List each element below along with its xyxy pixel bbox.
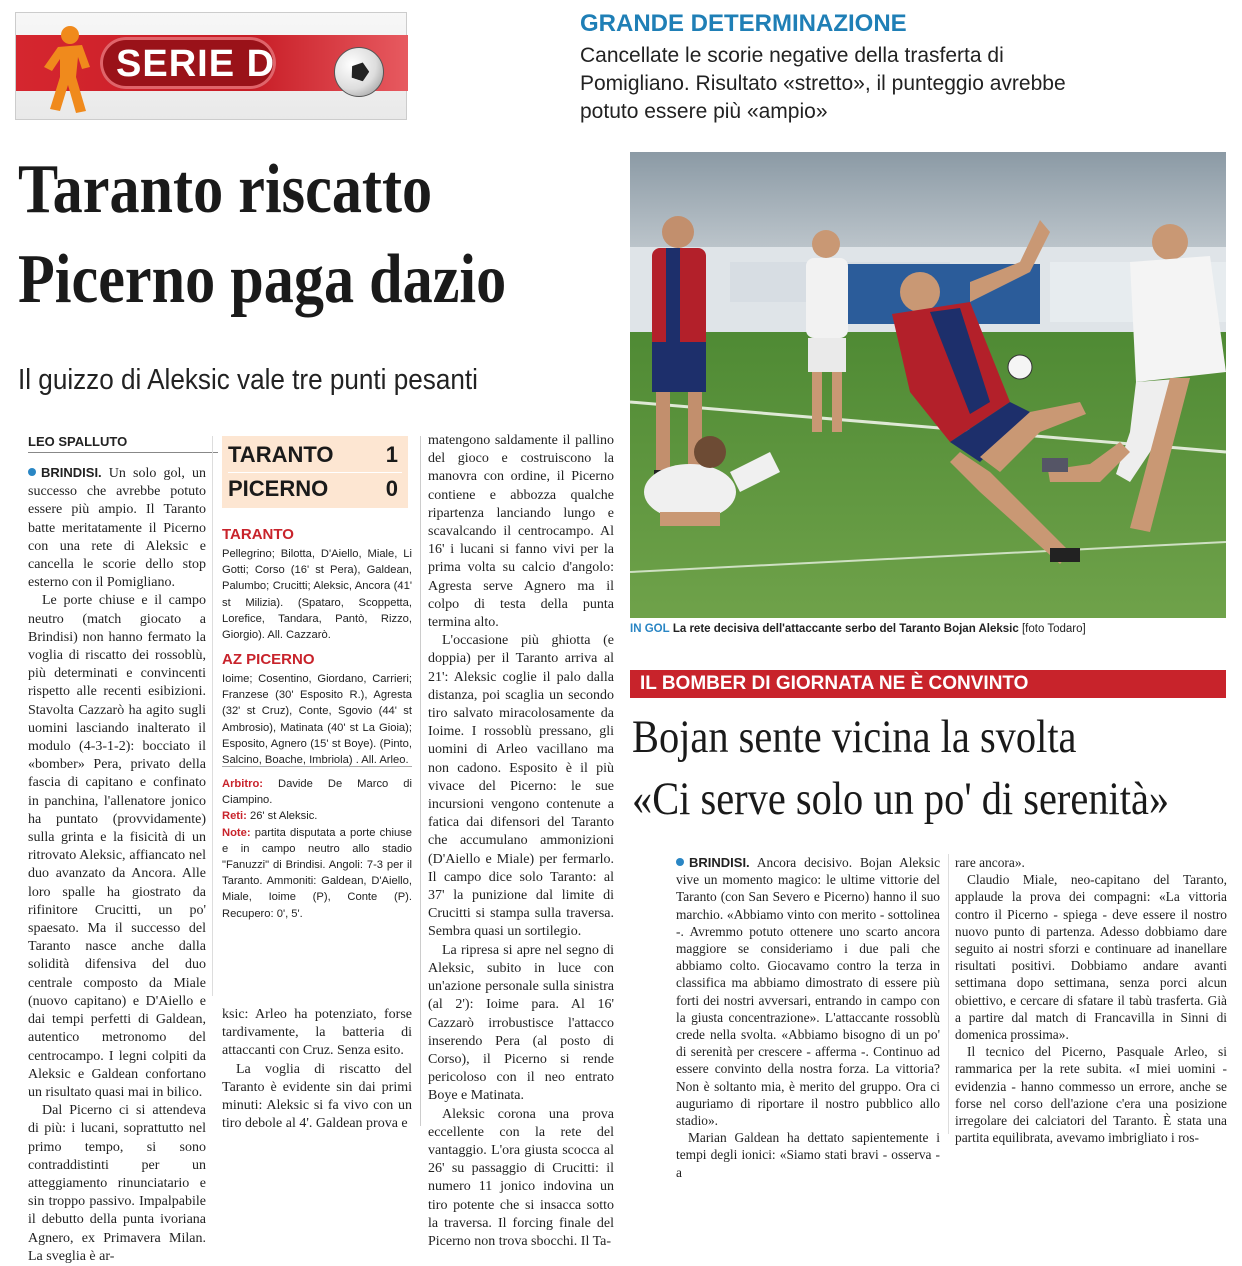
- paragraph-text: Ancora decisivo. Bojan Aleksic vive un momento magico: le ultime vittorie del Taranto (con San Severo e Picerno) hanno il suo marchio. «Abbiamo vinto con merito - sottolinea -. Avremmo potuto ottenere uno scarto ancora maggiore se consideriamo i due pali che abbiamo colto. Giocavamo contro la terza in classifica ma abbiamo dimostrato di essere più forti dei nostri avversari, entrando in campo con la giusta concentrazione». L'attaccante rossoblù crede nella svolta. «Abbiamo bisogno di un po' di serenità per crescere - afferma -. Continuo ad essere convinto della nostra forza. La vittoria? Non è soltanto mia, è merito del gruppo. Ora ci auguriamo di riportare il nostro pubblico allo stadio».: [676, 855, 941, 1129]
- football-player-icon: [38, 21, 98, 117]
- article-paragraph: [676, 854, 940, 1129]
- column-divider: [948, 854, 949, 1134]
- article-paragraph: La ripresa si apre nel segno di Aleksic, subito in luce con un'azione personale sulla sinistra (al 2'): Ioime para. Al 16' Cazzarò irrobustisce l'attacco inserendo Pera (al posto di Corso), il Picerno si rende pericoloso con il neo entrato Boye e Matinata.: [428, 942, 614, 1104]
- article-paragraph: Marian Galdean ha dettato sapientemente i tempi degli ionici: «Siamo stati bravi - osserva - a: [676, 1130, 940, 1180]
- paragraph-text: Un solo gol, un successo che avrebbe potuto essere più ampio. Il Taranto batte meritatamente il Picerno con una rete di Aleksic e cancella le scorie dello stop esterno con il Pomigliano.: [28, 466, 206, 591]
- goals-line: [222, 808, 412, 824]
- kicker-title: GRANDE DETERMINAZIONE: [580, 10, 907, 37]
- dateline: BRINDISI.: [689, 855, 750, 870]
- section-badge: [15, 12, 407, 120]
- match-photo-illustration: [630, 152, 1226, 618]
- byline-rule: [28, 452, 218, 453]
- notes-value: partita disputata a porte chiuse e in campo neutro allo stadio "Fanuzzi" di Brindisi. Angoli: 7-3 per il Taranto. Ammoniti: Galdean, D'Aiello, Miale, Ioime (P), Conte (P). Recupero: 0', 5'.: [222, 826, 412, 920]
- article-paragraph: La voglia di riscatto del Taranto è evidente sin dai primi minuti: Aleksic si fa vivo con un tiro debole al 4'. Galdean prova e: [222, 1061, 412, 1132]
- headline-subtitle: Il guizzo di Aleksic vale tre punti pesanti: [18, 364, 478, 396]
- referee-line: [222, 776, 412, 808]
- section-label: SERIE D: [116, 43, 276, 85]
- score-row-home: [228, 442, 404, 468]
- column-divider: [212, 436, 213, 996]
- lineup-rule: [222, 766, 412, 767]
- article2-column-1: [676, 854, 940, 1181]
- article-paragraph: ksic: Arleo ha potenziato, forse tardivamente, la batteria di attaccanti con Cruz. Senza esito.: [222, 1007, 412, 1059]
- match-info: [222, 776, 412, 922]
- column-divider: [420, 436, 421, 1126]
- badge-pill: [100, 37, 276, 89]
- article2-headline-1: Bojan sente vicina la svolta: [632, 711, 1077, 763]
- lineup-away-title: AZ PICERNO: [222, 651, 315, 668]
- article-column-1: [28, 464, 206, 1266]
- article-paragraph: L'occasione più ghiotta (e doppia) per il Taranto arriva al 21': Aleksic coglie il palo dalla distanza, poi scaglia un secondo tiro salvato miracolosamente da Ioime. I rossoblù pressano, gli uomini di Arleo vacillano ma non cadono. Esposito è il più vivace del Picerno: le sue incursioni vengono contenute a fatica dai difensori del Taranto che accumulano ammonizioni (D'Aiello e Miale) per fermarlo. Il campo dice solo Taranto: al 37' la punizione dal limite di Crucitti si stampa sulla traversa. Sembra quasi un sortilegio.: [428, 633, 614, 940]
- caption-label: IN GOL: [630, 623, 670, 635]
- article-column-3: [428, 432, 614, 1251]
- headline-line-1: Taranto riscatto: [18, 151, 433, 228]
- lineup-away: Ioime; Cosentino, Giordano, Carrieri; Franzese (30' Esposito R.), Agresta (32' st Cruz), Conte, Sgovio (44' st Ambrosio), Matinata (40' st La Gioia); Esposito, Agnero (15' st Boye). (Pinto, Salcino, Boache, Imbriola) . All. Arleo.: [222, 673, 412, 767]
- goals-value: 26' st Aleksic.: [249, 810, 318, 823]
- dateline: BRINDISI.: [41, 465, 102, 480]
- bullet-icon: [676, 858, 684, 866]
- notes-label: Note:: [222, 826, 251, 839]
- home-team: TARANTO: [228, 442, 334, 467]
- article-paragraph: matengono saldamente il pallino del gioco e costruiscono la manovra con ordine, il Picerno contiene e abbozza qualche ripartenza lanciando lungo e scavalcando il centrocampo. Al 16' i lucani si fanno vivi per la prima volta su calcio d'angolo: Agresta serve Agnero ma il colpo di testa della punta termina alto.: [428, 433, 614, 631]
- lineup-home-title: TARANTO: [222, 526, 294, 543]
- score-row-away: [228, 476, 404, 502]
- article-paragraph: rare ancora».: [955, 855, 1025, 870]
- photo-credit: [foto Todaro]: [1021, 623, 1086, 635]
- article2-kicker-bar: [630, 670, 1226, 698]
- article-paragraph: Il tecnico del Picerno, Pasquale Arleo, si rammarica per la rete subita. «I miei uomini - evidenzia - hanno commesso un errore, anche se forse nel corso dell'azione c'era una posizione irregolare dei calciatori del Taranto. È stata una partita equilibrata, avevamo imbrigliato i ros-: [955, 1044, 1227, 1146]
- away-team: PICERNO: [228, 476, 329, 501]
- article-paragraph: Le porte chiuse e il campo neutro (match giocato a Brindisi) non hanno fermato la voglia di riscatto dei rossoblù, più determinati e convincenti rispetto alle recenti esibizioni. Stavolta Cazzarò ha agito sugli uomini lasciando inalterato il modulo (4-3-1-2): bocciato il «bomber» Pera, privato della fascia di capitano e confinato in panchina, l'allenatore jonico ha puntato (provvidamente) sulla grinta e la fisicità di un ritrovato Aleksic, affiancato nel duo avanzato da Ancora. Alle loro spalle ha giostrato da rifinitore Crucitti, un po' spaesato. Ma il successo del Taranto nasce anche dalla solidità difensiva del duo centrale composto da Miale (nuovo capitano) e D'Aiello e dai tempi perfetti di Galdean, autentico metronomo del centrocampo. I legni colpiti da Aleksic e Galdean confortano un risultato quasi mai in bilico.: [28, 593, 206, 1100]
- article-paragraph: Claudio Miale, neo-capitano del Taranto, applaude la prova dei compagni: «La vittoria contro il Picerno - spiega - deve essere il nostro nuovo punto di partenza. Adesso dobbiamo dare seguito ai nostri sforzi e continuare ad inanellare risultati positivi. Dobbiamo andare avanti settimana dopo settimana, senza porci alcun obiettivo, e cercare di sfatare il tabù trasferta. Già a partire dal match di Francavilla in Sinni di domenica prossima».: [955, 872, 1227, 1043]
- kicker-deck: Cancellate le scorie negative della trasferta di Pomigliano. Risultato «stretto», il punteggio avrebbe potuto essere più «ampio»: [580, 44, 1066, 123]
- photo-caption: [630, 623, 1230, 635]
- article-paragraph: Dal Picerno ci si attendeva di più: i lucani, soprattutto nel primo tempo, si sono contraddistinti per un atteggiamento rinunciatario e sin troppo passivo. Impalpabile il debutto della punta ivoriana Agnero, ex Primavera Milan. La sveglia è ar-: [28, 1103, 206, 1264]
- lineup-home: Pellegrino; Bilotta, D'Aiello, Miale, Li Gotti; Corso (16' st Pera), Galdean, Palumbo; Crucitti; Aleksic, Ancora (41' st Milizia). (Spataro, Scoppetta, Lorefice, Tandara, Pantò, Rizzo, Giorgio). All. Cazzarò.: [222, 548, 412, 642]
- soccer-ball-icon: [334, 47, 384, 97]
- notes-line: [222, 825, 412, 922]
- referee-value: Davide De Marco di Ciampino.: [222, 778, 412, 807]
- away-goals: 0: [385, 476, 398, 501]
- match-photo: [630, 152, 1226, 618]
- home-goals: 1: [385, 442, 398, 467]
- article-column-2: [222, 1006, 412, 1133]
- article2-headline-2: «Ci serve solo un po' di serenità»: [632, 773, 1170, 825]
- article-paragraph: [28, 464, 206, 592]
- article2-column-2: [955, 854, 1227, 1146]
- bullet-icon: [28, 468, 36, 476]
- goals-label: Reti:: [222, 810, 247, 823]
- referee-label: Arbitro:: [222, 778, 264, 790]
- scoreboard: [222, 436, 408, 508]
- article-paragraph: Aleksic corona una prova eccellente con la rete del vantaggio. L'ora giusta scocca al 26' su passaggio di Crucitti: il numero 11 jonico indovina un tiro potente che si insacca sotto la traversa. Il forcing finale del Picerno non trova sbocchi. Il Ta-: [428, 1106, 614, 1249]
- headline-line-2: Picerno paga dazio: [18, 241, 507, 318]
- caption-text: La rete decisiva dell'attaccante serbo del Taranto Bojan Aleksic: [672, 623, 1019, 635]
- score-divider: [228, 472, 402, 473]
- article2-kicker: IL BOMBER DI GIORNATA NE È CONVINTO: [640, 673, 1029, 694]
- byline: LEO SPALLUTO: [28, 434, 128, 449]
